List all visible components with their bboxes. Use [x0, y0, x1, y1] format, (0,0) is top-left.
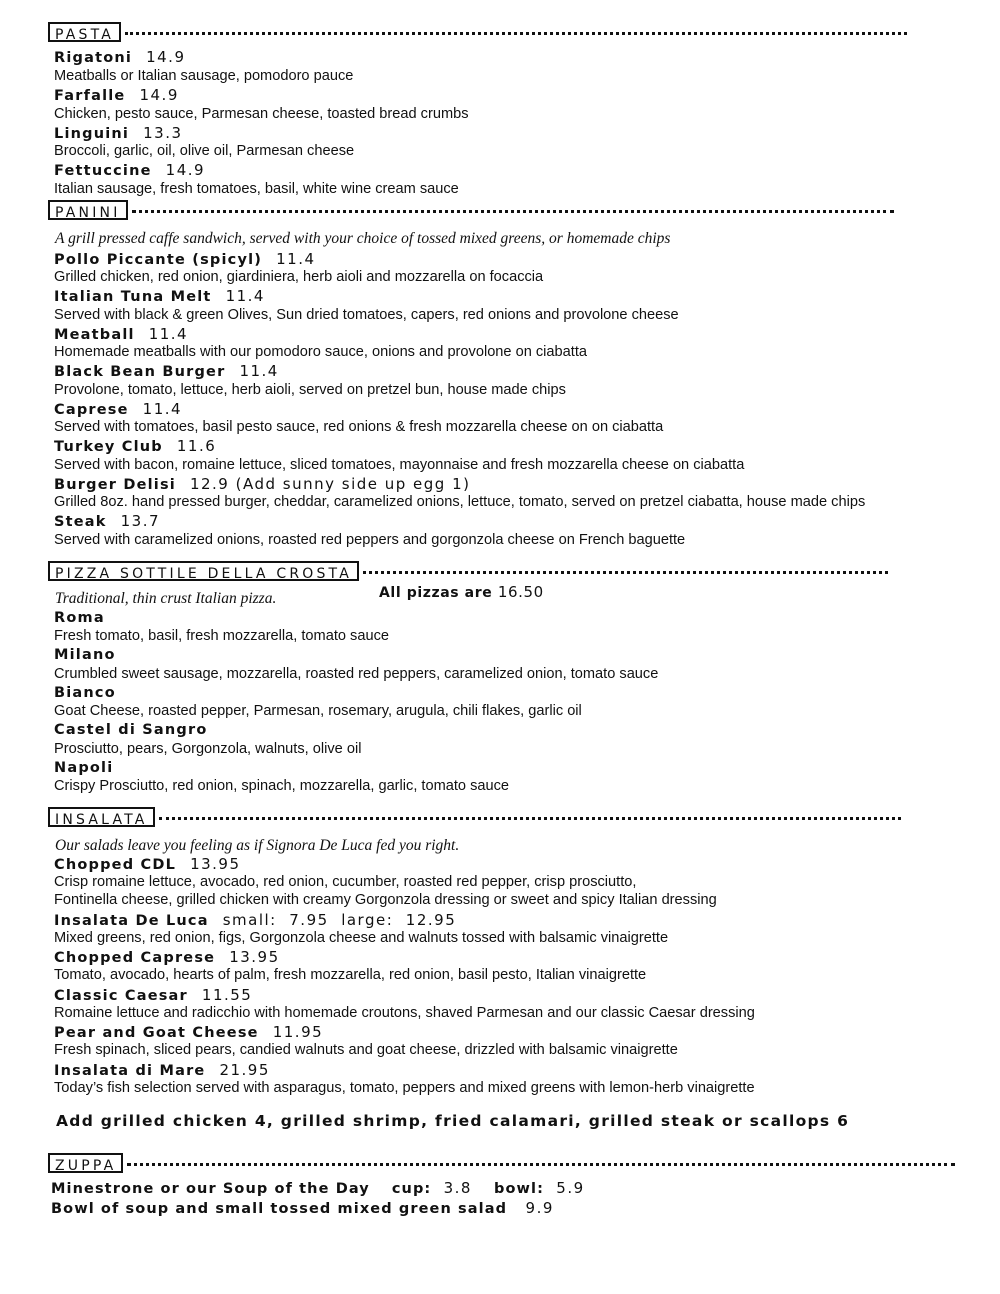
menu-item-name: Rigatoni 14.9 [54, 48, 186, 66]
menu-item-description: Goat Cheese, roasted pepper, Parmesan, rosemary, arugula, chili flakes, garlic oil [54, 703, 582, 719]
insalata-addon: Add grilled chicken 4, grilled shrimp, fried calamari, grilled steak or scallops 6 [56, 1112, 850, 1130]
menu-item-price: 11.4 [276, 250, 316, 268]
menu-item-price: 11.95 [272, 1023, 324, 1041]
menu-item-description: Crisp romaine lettuce, avocado, red onion, cucumber, roasted red pepper, crisp prosciutto, [54, 874, 637, 890]
menu-item-name: Turkey Club 11.6 [54, 437, 217, 455]
menu-item-price: 13.95 [190, 855, 241, 873]
pasta-section-title: PASTA [48, 22, 121, 42]
menu-item-description: Prosciutto, pears, Gorgonzola, walnuts, olive oil [54, 741, 362, 757]
panini-section-title: PANINI [48, 200, 128, 220]
menu-item-price: 13.95 [229, 948, 280, 966]
pasta-section-header [48, 22, 907, 42]
menu-item-description: Provolone, tomato, lettuce, herb aioli, served on pretzel bun, house made chips [54, 382, 566, 398]
menu-item-description: Fresh tomato, basil, fresh mozzarella, tomato sauce [54, 628, 389, 644]
menu-item-description: Crumbled sweet sausage, mozzarella, roasted red peppers, caramelized onion, tomato sauce [54, 666, 659, 682]
zuppa-line-2: Bowl of soup and small tossed mixed green salad 9.9 [51, 1199, 554, 1217]
menu-item-name: Bianco [54, 685, 116, 701]
menu-item-name: Black Bean Burger 11.4 [54, 362, 279, 380]
menu-item-name: Classic Caesar 11.55 [54, 986, 253, 1004]
menu-item-description: Fontinella cheese, grilled chicken with creamy Gorgonzola dressing or sweet and spicy Italian dressing [54, 892, 717, 908]
menu-item-name: Burger Delisi 12.9 (Add sunny side up egg 1) [54, 475, 471, 493]
menu-item-description: Served with caramelized onions, roasted red peppers and gorgonzola cheese on French baguette [54, 532, 686, 548]
menu-item-description: Grilled chicken, red onion, giardiniera, herb aioli and mozzarella on focaccia [54, 269, 544, 285]
menu-item-price: 11.6 [176, 437, 217, 455]
menu-item-price: 11.4 [225, 287, 265, 305]
menu-item-name: Milano [54, 647, 116, 663]
menu-item-name: Pollo Piccante (spicyl) 11.4 [54, 250, 316, 268]
menu-item-description: Grilled 8oz. hand pressed burger, cheddar, caramelized onions, lettuce, tomato, served on pretzel ciabatta, house made chips [54, 494, 866, 510]
menu-item-name: Chopped Caprese 13.95 [54, 948, 280, 966]
menu-item-description: Chicken, pesto sauce, Parmesan cheese, toasted bread crumbs [54, 106, 469, 122]
pizza-section-title: PIZZA SOTTILE DELLA CROSTA [48, 561, 359, 581]
menu-item-name: Roma [54, 610, 105, 626]
menu-item-description: Meatballs or Italian sausage, pomodoro pauce [54, 68, 354, 84]
menu-item-name: Fettuccine 14.9 [54, 161, 206, 179]
menu-item-description: Today’s fish selection served with asparagus, tomato, peppers and mixed greens with lemon-herb vinaigrette [54, 1080, 755, 1096]
menu-item-description: Homemade meatballs with our pomodoro sauce, onions and provolone on ciabatta [54, 344, 587, 360]
menu-item-name: Caprese 11.4 [54, 400, 183, 418]
menu-item-price: 13.3 [143, 124, 183, 142]
menu-item-name: Meatball 11.4 [54, 325, 189, 343]
menu-item-price: small: 7.95 large: 12.95 [222, 911, 457, 929]
menu-item-description: Fresh spinach, sliced pears, candied walnuts and goat cheese, drizzled with balsamic vinaigrette [54, 1042, 678, 1058]
section-divider [132, 210, 894, 213]
section-divider [125, 32, 907, 35]
menu-item-price: 11.55 [201, 986, 253, 1004]
menu-item-price: 11.4 [142, 400, 183, 418]
menu-item-name: Steak 13.7 [54, 512, 161, 530]
zuppa-line-1: Minestrone or our Soup of the Day cup: 3.8 bowl: 5.9 [51, 1179, 585, 1197]
insalata-intro: Our salads leave you feeling as if Signora De Luca fed you right. [55, 837, 460, 854]
zuppa-section-header [48, 1153, 955, 1173]
menu-item-description: Crispy Prosciutto, red onion, spinach, mozzarella, garlic, tomato sauce [54, 778, 510, 794]
pizza-price-note: All pizzas are 16.50 [379, 583, 544, 601]
menu-item-price: 21.95 [219, 1061, 270, 1079]
menu-item-name: Insalata De Luca small: 7.95 large: 12.95 [54, 911, 457, 929]
menu-item-name: Linguini 13.3 [54, 124, 183, 142]
zuppa-section-title: ZUPPA [48, 1153, 123, 1173]
menu-item-description: Mixed greens, red onion, figs, Gorgonzola cheese and walnuts tossed with balsamic vinaigrette [54, 930, 669, 946]
pizza-section-header [48, 561, 888, 581]
menu-item-description: Served with black & green Olives, Sun dried tomatoes, capers, red onions and provolone cheese [54, 307, 679, 323]
menu-item-price: 12.9 (Add sunny side up egg 1) [189, 475, 471, 493]
insalata-section-header [48, 807, 901, 827]
menu-item-price: 14.9 [146, 48, 186, 66]
insalata-section-title: INSALATA [48, 807, 155, 827]
menu-item-price: 14.9 [139, 86, 179, 104]
menu-item-description: Tomato, avocado, hearts of palm, fresh mozzarella, red onion, basil pesto, Italian vinaigrette [54, 967, 647, 983]
menu-item-description: Italian sausage, fresh tomatoes, basil, white wine cream sauce [54, 181, 459, 197]
menu-item-name: Chopped CDL 13.95 [54, 855, 241, 873]
menu-item-name: Farfalle 14.9 [54, 86, 179, 104]
menu-item-description: Broccoli, garlic, oil, olive oil, Parmesan cheese [54, 143, 355, 159]
menu-item-description: Romaine lettuce and radicchio with homemade croutons, shaved Parmesan and our classic Caesar dressing [54, 1005, 755, 1021]
menu-item-name: Insalata di Mare 21.95 [54, 1061, 270, 1079]
section-divider [127, 1163, 955, 1166]
menu-item-name: Napoli [54, 760, 114, 776]
pizza-intro: Traditional, thin crust Italian pizza. [55, 590, 277, 607]
menu-item-name: Pear and Goat Cheese 11.95 [54, 1023, 324, 1041]
section-divider [159, 817, 901, 820]
menu-item-description: Served with bacon, romaine lettuce, sliced tomatoes, mayonnaise and fresh mozzarella cheese on ciabatta [54, 457, 745, 473]
menu-item-price: 11.4 [148, 325, 189, 343]
menu-item-price: 14.9 [165, 161, 206, 179]
panini-intro: A grill pressed caffe sandwich, served with your choice of tossed mixed greens, or homemade chips [55, 230, 671, 247]
section-divider [363, 571, 888, 574]
menu-item-name: Italian Tuna Melt 11.4 [54, 287, 265, 305]
panini-section-header [48, 200, 894, 220]
menu-item-name: Castel di Sangro [54, 722, 208, 738]
menu-item-price: 13.7 [120, 512, 161, 530]
menu-item-description: Served with tomatoes, basil pesto sauce, red onions & fresh mozzarella cheese on on ciabatta [54, 419, 664, 435]
menu-item-price: 11.4 [239, 362, 279, 380]
